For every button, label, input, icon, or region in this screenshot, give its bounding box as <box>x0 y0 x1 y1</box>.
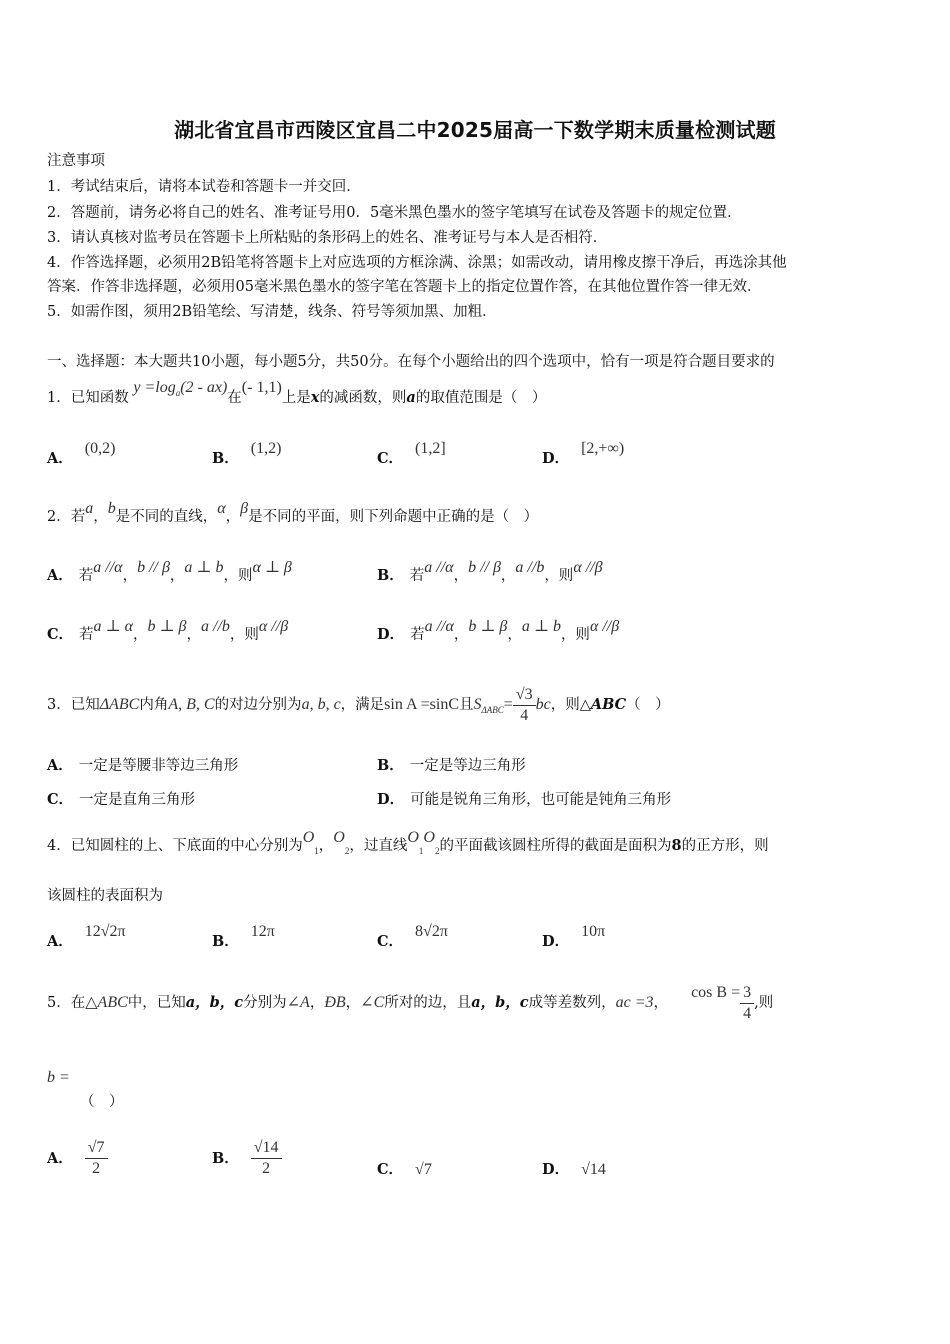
option-a[interactable]: A． 一定是等腰非等边三角形 <box>47 757 239 774</box>
notice-item: 2．答题前，请务必将自己的姓名、准考证号用0．5毫米黑色墨水的签字笔填写在试卷及答题卡的规定位置． <box>47 205 742 221</box>
question-number: 1． <box>47 390 71 406</box>
fraction: $\frac{√14}{2}$ <box>251 1138 282 1179</box>
option-d[interactable]: D．[2,+∞) <box>542 440 625 467</box>
option-c[interactable]: C．8√2π <box>377 923 448 950</box>
option-a[interactable]: A．12√2π <box>47 923 126 950</box>
option-c[interactable]: C． 若a ⊥ α，b ⊥ β，a //b，则α //β <box>47 618 289 643</box>
question-2: 2．若a，b是不同的直线，α，β是不同的平面，则下列命题中正确的是（ ） <box>47 500 539 525</box>
option-b[interactable]: B． 一定是等边三角形 <box>377 757 526 774</box>
question-4-cont: 该圆柱的表面积为 <box>47 888 163 904</box>
question-5-answer: b = <box>47 1069 70 1086</box>
option-b[interactable]: B．12π <box>212 923 275 950</box>
option-d[interactable]: D． 若a //α，b ⊥ β，a ⊥ b，则α //β <box>377 618 620 643</box>
notice-item: 5．如需作图，须用2B铅笔绘、写清楚，线条、符号等须加黑、加粗． <box>47 304 497 320</box>
option-d[interactable]: D．10π <box>542 923 606 950</box>
section-heading: 一、选择题：本大题共10小题，每小题5分，共50分。在每个小题给出的四个选项中，恰有一项是符合题目要求的 <box>47 354 775 370</box>
question-3: 3．已知ΔABC内角A, B, C的对边分别为a, b, c，满足sin A =sinC且$S_{\Delta ABC}=$ $\frac{√3}{4}$ bc，则△ABC（ ） <box>47 685 670 724</box>
notice-item: 3．请认真核对监考员在答题卡上所粘贴的条形码上的姓名、准考证号与本人是否相符． <box>47 230 608 246</box>
option-c[interactable]: C．(1,2] <box>377 440 446 467</box>
question-1: 1．已知函数 $y =\log_a(2 - ax)$在(- 1,1)上是x的减函数，则a的取值范围是（ ） <box>47 379 547 406</box>
notice-item: 1．考试结束后，请将本试卷和答题卡一并交回． <box>47 179 361 195</box>
option-d[interactable]: D． 可能是锐角三角形，也可能是钝角三角形 <box>377 791 672 808</box>
answer-paren: （ ） <box>80 1094 124 1110</box>
option-b[interactable]: B． $\frac{√14}{2}$ <box>212 1138 282 1179</box>
notice-heading: 注意事项 <box>47 153 105 169</box>
option-d[interactable]: D． √14 <box>542 1161 606 1178</box>
notice-item: 4．作答选择题，必须用2B铅笔将答题卡上对应选项的方框涂满、涂黑；如需改动，请用橡皮擦干净后，再选涂其他 <box>47 255 787 271</box>
fraction: $\frac{3}{4}$ <box>740 983 754 1024</box>
option-c[interactable]: C． √7 <box>377 1161 432 1178</box>
page-title: 湖北省宜昌市西陵区宜昌二中2025届高一下数学期末质量检测试题 <box>174 118 776 142</box>
fraction: $\frac{√3}{4}$ <box>513 685 536 726</box>
fraction: $\frac{√7}{2}$ <box>85 1138 108 1179</box>
option-a[interactable]: A．(0,2) <box>47 440 116 467</box>
question-4: 4．已知圆柱的上、下底面的中心分别为$O_1$，$O_2$，过直线$O_1O_2$的平面截该圆柱所得的截面是面积为8的正方形，则 <box>47 829 769 856</box>
notice-item: 答案．作答非选择题，必须用05毫米黑色墨水的签字笔在答题卡上的指定位置作答，在其他位置作答一律无效． <box>47 279 762 295</box>
option-a[interactable]: A． $\frac{√7}{2}$ <box>47 1138 108 1179</box>
function-expression: $y =\log_a(2 - ax)$ <box>133 379 228 399</box>
option-c[interactable]: C． 一定是直角三角形 <box>47 791 196 808</box>
option-a[interactable]: A． 若a //α，b // β，a ⊥ b，则α ⊥ β <box>47 559 292 584</box>
question-5: 5．在△ABC中，已知a，b，c分别为∠A，ÐB，∠C所对的边，且a，b，c成等差数列，ac =3， cos B = $\frac{3}{4}$ ,则 <box>47 983 774 1022</box>
option-b[interactable]: B． 若a //α，b // β，a //b，则α //β <box>377 559 603 584</box>
option-b[interactable]: B．(1,2) <box>212 440 282 467</box>
